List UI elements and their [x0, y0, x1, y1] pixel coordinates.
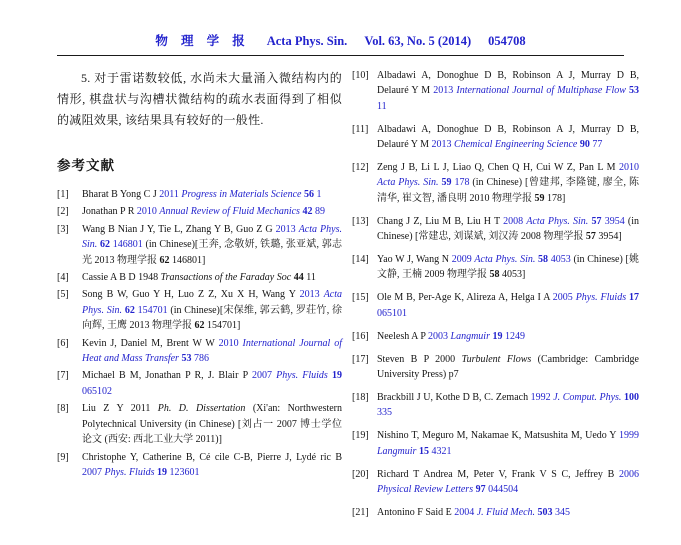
citation-text-segment: Brackbill J U, Kothe D B, C. Zemach — [377, 391, 531, 403]
citation-link[interactable]: 2010 — [218, 337, 243, 349]
citation-text-segment: (Xi'an: Northwestern Polytechnical University (in Chinese) [刘占一 2007 博士学位论文 (西安: 西北工业大学 2011)] — [82, 403, 343, 446]
reference-text — [377, 292, 639, 318]
citation-text-segment: Steven B P 2000 — [377, 353, 462, 365]
reference-item — [352, 214, 639, 245]
citation-link[interactable]: 59 — [441, 177, 452, 189]
reference-item — [352, 68, 639, 114]
citation-link[interactable]: 53 — [181, 353, 192, 365]
reference-text — [377, 216, 639, 242]
citation-link[interactable]: 15 — [418, 445, 429, 457]
citation-text-segment: Ph. D. Dissertation — [157, 403, 253, 415]
citation-link[interactable]: 786 — [191, 353, 209, 365]
citation-text-segment: Song B W, Guo Y H, Luo Z Z, Xu X H, Wang Y — [82, 289, 300, 301]
citation-link[interactable]: 065102 — [82, 385, 112, 397]
journal-title-cn: 物 理 学 报 — [155, 34, 250, 48]
reference-item — [57, 336, 342, 367]
citation-link[interactable]: 97 — [475, 483, 486, 495]
reference-text — [82, 338, 342, 364]
left-column — [57, 68, 342, 482]
citation-link[interactable]: 2006 — [619, 468, 639, 480]
reference-item — [352, 329, 639, 344]
reference-item — [352, 505, 639, 520]
reference-number: [1] — [57, 189, 69, 200]
citation-link[interactable]: 57 — [591, 215, 602, 227]
citation-link[interactable]: International Journal of Multiphase Flow — [456, 85, 630, 97]
citation-link[interactable]: 2013 — [431, 139, 455, 151]
reference-number: [7] — [57, 370, 69, 382]
citation-link[interactable]: Langmuir — [450, 330, 493, 342]
citation-link[interactable]: 2013 — [275, 223, 299, 235]
citation-link[interactable]: 2010 — [619, 162, 639, 174]
citation-link[interactable]: 17 — [629, 292, 639, 304]
reference-item — [57, 401, 342, 447]
citation-link[interactable]: 2007 — [82, 466, 105, 478]
citation-link[interactable]: Acta Phys. Sin. — [474, 254, 539, 266]
citation-link[interactable]: Physical Review Letters — [377, 483, 476, 495]
citation-link[interactable]: 11 — [377, 100, 387, 112]
citation-text-segment: Turbulent Flows — [461, 353, 538, 365]
reference-text — [82, 272, 316, 283]
citation-link[interactable]: Progress in Materials Science — [181, 189, 304, 200]
reference-list-right — [352, 68, 639, 520]
citation-link[interactable]: 2005 — [552, 292, 576, 304]
reference-item — [57, 270, 342, 285]
citation-text-segment: (in Chinese) [曾建邦, 李隆键, 廖全, 陈清华, 崔文智, 潘良明 2010 物理学报 — [377, 177, 640, 204]
citation-text-segment: 44 — [293, 272, 304, 284]
reference-item — [57, 204, 342, 219]
citation-link[interactable]: Acta Phys. Sin. — [526, 215, 592, 227]
citation-link[interactable]: 77 — [589, 139, 603, 151]
reference-number: [17] — [352, 353, 369, 365]
citation-text-segment: 57 — [585, 231, 596, 243]
citation-link[interactable]: 044504 — [485, 483, 519, 495]
citation-text-segment: Richard T Andrea M, Peter V, Frank V S C, Jeffrey B — [377, 468, 619, 480]
citation-link[interactable]: Langmuir — [377, 445, 419, 457]
citation-text-segment: Cassie A B D 1948 — [82, 272, 161, 284]
citation-text-segment: Albadawi A, Donoghue D B, Robinson A J, Murray D B, Delauré Y M — [377, 70, 639, 97]
reference-text — [82, 224, 342, 266]
reference-number: [14] — [352, 254, 369, 266]
reference-text — [377, 331, 525, 342]
citation-link[interactable]: 58 — [538, 254, 549, 266]
reference-text — [377, 354, 639, 380]
reference-item — [57, 222, 342, 268]
citation-link[interactable]: 2009 — [451, 254, 475, 266]
citation-link[interactable]: 1992 — [530, 391, 554, 403]
citation-link[interactable]: 100 — [624, 391, 640, 403]
reference-item — [352, 290, 639, 321]
citation-text-segment: Liu Z Y 2011 — [82, 403, 158, 415]
citation-link[interactable]: 2004 — [454, 506, 477, 518]
reference-item — [352, 252, 639, 283]
citation-text-segment: Neelesh A P — [377, 330, 429, 342]
reference-text — [377, 162, 639, 204]
reference-text — [82, 370, 342, 396]
citation-text-segment: Michael B M, Jonathan P R, J. Blair P — [82, 370, 252, 382]
citation-link[interactable]: 2011 — [159, 189, 182, 200]
citation-link[interactable]: 19 — [157, 466, 167, 478]
citation-link[interactable]: 90 — [579, 139, 590, 151]
citation-link[interactable]: 123601 — [167, 466, 200, 478]
citation-link[interactable]: Acta Phys. Sin. — [82, 289, 343, 316]
citation-text-segment: Transactions of the Faraday Soc — [160, 272, 294, 284]
citation-link[interactable]: 146801 — [110, 239, 143, 251]
citation-text-segment: Kevin J, Daniel M, Brent W W — [82, 337, 219, 349]
citation-link[interactable]: Phys. Fluids — [276, 370, 333, 382]
citation-link[interactable]: 2007 — [251, 370, 277, 382]
reference-text — [377, 469, 639, 495]
reference-number: [13] — [352, 215, 369, 227]
citation-link[interactable]: 178 — [451, 177, 470, 189]
citation-link[interactable]: 1999 — [619, 430, 639, 442]
citation-link[interactable]: Phys. Fluids — [575, 292, 629, 304]
reference-number: [16] — [352, 330, 369, 342]
citation-text-segment: 146801] — [169, 254, 206, 266]
citation-text-segment: 59 — [534, 192, 545, 204]
citation-link[interactable]: 19 — [492, 330, 503, 342]
citation-text-segment: Antonino F Said E — [377, 506, 455, 518]
reference-text — [82, 189, 321, 200]
reference-number: [19] — [352, 430, 369, 442]
citation-link[interactable]: 2013 — [299, 289, 324, 301]
citation-text-segment: Bharat B Yong C J — [82, 189, 160, 200]
citation-text-segment: (in Chinese) [常建忠, 刘谋斌, 刘汉涛 2008 物理学报 — [377, 215, 640, 243]
reference-item — [352, 122, 639, 153]
citation-text-segment: Zeng J B, Li L J, Liao Q, Chen Q H, Cui W Z, Pan L M — [377, 162, 619, 174]
citation-text-segment: (in Chinese) [姚文静, 王楠 2009 物理学报 — [377, 254, 640, 281]
reference-item — [57, 287, 342, 333]
citation-link[interactable]: 503 — [537, 506, 553, 518]
citation-link[interactable]: International Journal of Heat and Mass Transfer — [82, 337, 343, 365]
reference-number: [6] — [57, 337, 69, 349]
reference-text — [82, 403, 342, 445]
citation-text-segment: 58 — [489, 269, 500, 281]
reference-text — [377, 392, 639, 418]
citation-link[interactable]: J. Fluid Mech. — [476, 506, 538, 518]
citation-link[interactable]: 2013 — [433, 85, 457, 97]
citation-text-segment: Jonathan P R — [82, 206, 137, 218]
reference-number: [11] — [352, 123, 369, 135]
reference-number: [5] — [57, 289, 69, 301]
citation-link[interactable]: 56 — [303, 189, 314, 200]
citation-text-segment: Chang J Z, Liu M B, Liu H T — [377, 215, 504, 227]
citation-link[interactable]: J. Comput. Phys. — [553, 391, 625, 403]
reference-number: [15] — [352, 292, 369, 304]
citation-link[interactable]: 345 — [552, 506, 571, 518]
citation-link[interactable]: Phys. Fluids — [104, 466, 157, 478]
citation-text-segment: Wang B Nian J Y, Tie L, Zhang Y B, Guo Z G — [82, 223, 276, 235]
citation-text-segment: Yao W J, Wang N — [377, 254, 452, 266]
reference-item — [352, 467, 639, 498]
reference-list-left — [57, 187, 342, 480]
reference-number: [4] — [57, 272, 69, 284]
citation-text-segment: 62 — [194, 320, 205, 332]
reference-item — [352, 428, 639, 459]
citation-text-segment: Nishino T, Meguro M, Nakamae K, Matsushita M, Uedo Y — [377, 430, 619, 442]
citation-link[interactable]: 1249 — [502, 330, 525, 342]
reference-number: [10] — [352, 70, 369, 81]
citation-text-segment: 154701] — [204, 320, 241, 332]
citation-link[interactable]: 065101 — [377, 307, 407, 319]
citation-link[interactable]: 4321 — [428, 445, 452, 457]
reference-text — [82, 452, 342, 478]
reference-number: [2] — [57, 206, 69, 218]
reference-text — [377, 507, 570, 518]
reference-text — [377, 430, 639, 456]
citation-text-segment: 4053] — [499, 269, 526, 281]
citation-text-segment: 62 — [159, 254, 170, 266]
citation-link[interactable]: Acta Phys. Sin. — [377, 177, 442, 189]
right-column — [352, 68, 639, 528]
reference-number: [20] — [352, 468, 369, 480]
reference-number: [9] — [57, 451, 69, 463]
citation-text-segment: Ole M B, Per-Age K, Alireza A, Helga I A — [377, 292, 553, 304]
reference-item — [352, 390, 639, 421]
citation-text-segment: 11 — [303, 272, 316, 284]
citation-text-segment: Christophe Y, Catherine B, Cé cile C-B, Pierre J, Lydé ric B — [82, 451, 342, 463]
reference-item — [352, 352, 639, 383]
reference-item — [57, 450, 342, 481]
reference-item — [57, 187, 342, 202]
article-number: 054708 — [488, 34, 526, 48]
citation-link[interactable]: Annual Review of Fluid Mechanics — [159, 206, 303, 218]
citation-text-segment: 3954] — [595, 231, 622, 243]
citation-text-segment: (Cambridge: Cambridge University Press) p7 — [377, 353, 640, 380]
citation-link[interactable]: 2008 — [503, 215, 527, 227]
citation-link[interactable]: 335 — [377, 407, 392, 419]
citation-link[interactable]: 2003 — [428, 330, 451, 342]
citation-link[interactable]: 1 — [313, 189, 322, 200]
citation-link[interactable]: 62 — [100, 239, 111, 251]
citation-link[interactable]: 89 — [312, 206, 325, 218]
citation-link[interactable]: 19 — [332, 370, 343, 382]
reference-number: [21] — [352, 506, 369, 518]
reference-number: [8] — [57, 403, 69, 415]
citation-link[interactable]: 2010 — [136, 206, 160, 218]
citation-text-segment: (in Chinese)[宋保维, 郭云鹤, 罗荘竹, 徐向辉, 王鹰 2013 物理学报 — [82, 304, 342, 332]
citation-link[interactable]: 62 — [124, 304, 135, 316]
conclusion-paragraph: 5. 对于雷诺数较低, 水尚未大量涌入微结构内的情形, 棋盘状与沟槽状微结构的疏水表面得到了相似的减阻效果, 该结果具有较好的一般性. — [57, 71, 342, 127]
reference-text — [82, 206, 325, 217]
reference-text — [377, 254, 639, 280]
reference-number: [18] — [352, 391, 369, 403]
citation-link[interactable]: 3954 — [601, 215, 625, 227]
citation-link[interactable]: 42 — [302, 206, 313, 218]
reference-text — [377, 124, 639, 150]
citation-link[interactable]: 4053 — [548, 254, 571, 266]
references-heading: 参考文献 — [57, 158, 115, 173]
volume-info: Vol. 63, No. 5 (2014) — [364, 34, 472, 48]
reference-text — [82, 289, 342, 331]
citation-link[interactable]: 53 — [629, 85, 640, 97]
header-rule — [57, 55, 624, 56]
citation-link[interactable]: Chemical Engineering Science — [454, 139, 580, 151]
reference-text — [377, 70, 639, 112]
journal-title-en: Acta Phys. Sin. — [266, 34, 348, 48]
citation-text-segment: (in Chinese)[王奔, 念敬妍, 铁璐, 张亚斌, 郭志光 2013 物理学报 — [82, 239, 342, 266]
citation-link[interactable]: 154701 — [134, 304, 168, 316]
citation-text-segment: 178] — [544, 192, 566, 204]
citation-text-segment: Albadawi A, Donoghue D B, Robinson A J, Murray D B, Delauré Y M — [377, 123, 639, 151]
journal-header — [0, 31, 681, 49]
reference-number: [3] — [57, 223, 69, 235]
citation-link[interactable]: Acta Phys. Sin. — [82, 223, 342, 251]
reference-item — [57, 368, 342, 399]
reference-item — [352, 160, 639, 206]
reference-number: [12] — [352, 162, 369, 174]
